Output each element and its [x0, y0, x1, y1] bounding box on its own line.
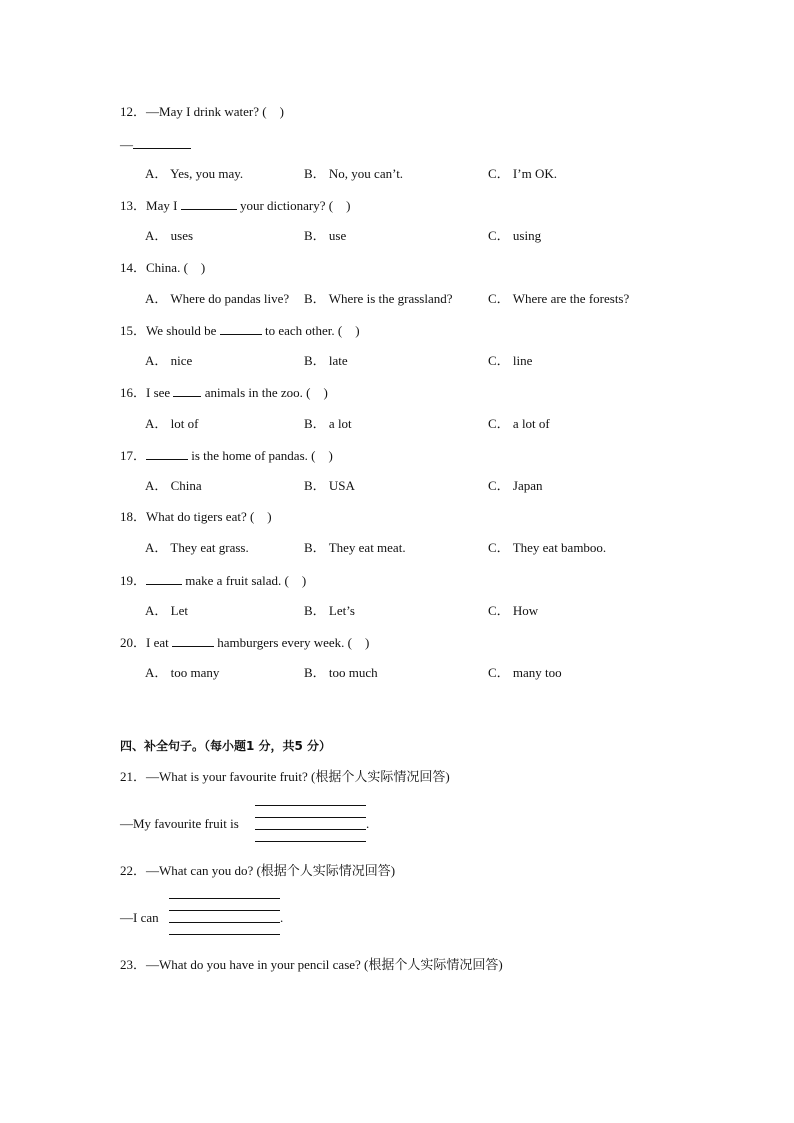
- question-19: 19． make a fruit salad. ( ): [120, 573, 307, 588]
- fill-blank[interactable]: [220, 322, 262, 335]
- option-c[interactable]: C． line: [488, 353, 533, 368]
- question-16: 16．I see animals in the zoo. ( ): [120, 385, 328, 400]
- option-b[interactable]: B． Where is the grassland?: [304, 291, 453, 306]
- option-b[interactable]: B． too much: [304, 665, 378, 680]
- answer-line[interactable]: [169, 898, 280, 899]
- question-23: 23．—What do you have in your pencil case? (根据个人实际情况回答): [120, 957, 503, 972]
- option-b[interactable]: B． Let’s: [304, 603, 355, 618]
- answer-line[interactable]: [255, 841, 366, 842]
- question-12: [120, 104, 284, 120]
- answer-blank[interactable]: [133, 136, 191, 149]
- fill-blank[interactable]: [146, 447, 188, 460]
- option-c[interactable]: C． Where are the forests?: [488, 291, 630, 306]
- option-a[interactable]: A． Let: [145, 603, 188, 618]
- option-a[interactable]: A． China: [145, 478, 202, 493]
- answer-line[interactable]: [169, 934, 280, 935]
- question-21: 21．—What is your favourite fruit? (根据个人实际情况回答): [120, 769, 450, 784]
- option-c[interactable]: C． They eat bamboo.: [488, 540, 607, 555]
- answer-line[interactable]: [169, 910, 280, 911]
- option-a[interactable]: A． Yes, you may.: [145, 166, 244, 181]
- answer-line[interactable]: [255, 817, 366, 818]
- fill-blank[interactable]: [173, 384, 201, 397]
- option-b[interactable]: B． a lot: [304, 416, 352, 431]
- question-20: 20．I eat hamburgers every week. ( ): [120, 635, 370, 650]
- option-b[interactable]: B． They eat meat.: [304, 540, 406, 555]
- answer-line[interactable]: [255, 829, 366, 830]
- fill-blank[interactable]: [146, 572, 182, 585]
- question-number: 12．: [120, 104, 147, 119]
- option-b[interactable]: B． use: [304, 228, 347, 243]
- option-a[interactable]: A． uses: [145, 228, 194, 243]
- question-18: 18．What do tigers eat? ( ): [120, 509, 272, 524]
- fill-blank[interactable]: [181, 197, 237, 210]
- option-c[interactable]: C． I’m OK.: [488, 166, 557, 181]
- answer-line[interactable]: [169, 922, 280, 923]
- answer-dash: —: [120, 137, 133, 152]
- answer-prefix: —My favourite fruit is: [120, 816, 239, 831]
- question-15: 15．We should be to each other. ( ): [120, 323, 360, 338]
- option-a[interactable]: A． too many: [145, 665, 220, 680]
- question-17: 17． is the home of pandas. ( ): [120, 448, 333, 463]
- option-c[interactable]: C． many too: [488, 665, 562, 680]
- option-a[interactable]: A． They eat grass.: [145, 540, 249, 555]
- section-title: 四、补全句子。（每小题1 分，共5 分）: [120, 739, 332, 753]
- question-14: 14．China. ( ): [120, 260, 206, 275]
- option-a[interactable]: A． Where do pandas live?: [145, 291, 290, 306]
- option-c[interactable]: C． How: [488, 603, 539, 618]
- option-b[interactable]: B． USA: [304, 478, 355, 493]
- option-a[interactable]: A． nice: [145, 353, 193, 368]
- fill-blank[interactable]: [172, 634, 214, 647]
- question-stem: —May I drink water? ( ): [146, 104, 284, 119]
- option-c[interactable]: C． a lot of: [488, 416, 550, 431]
- option-b[interactable]: B． late: [304, 353, 348, 368]
- answer-period: .: [280, 910, 284, 925]
- question-13: 13．May I your dictionary? ( ): [120, 198, 351, 213]
- option-a[interactable]: A． lot of: [145, 416, 199, 431]
- answer-line-12: [120, 136, 191, 153]
- option-c[interactable]: C． Japan: [488, 478, 543, 493]
- option-b[interactable]: B． No, you can’t.: [304, 166, 404, 181]
- answer-prefix: —I can: [120, 910, 159, 925]
- option-c[interactable]: C． using: [488, 228, 542, 243]
- answer-period: .: [366, 816, 370, 831]
- answer-line[interactable]: [255, 805, 366, 806]
- question-22: 22．—What can you do? (根据个人实际情况回答): [120, 863, 396, 878]
